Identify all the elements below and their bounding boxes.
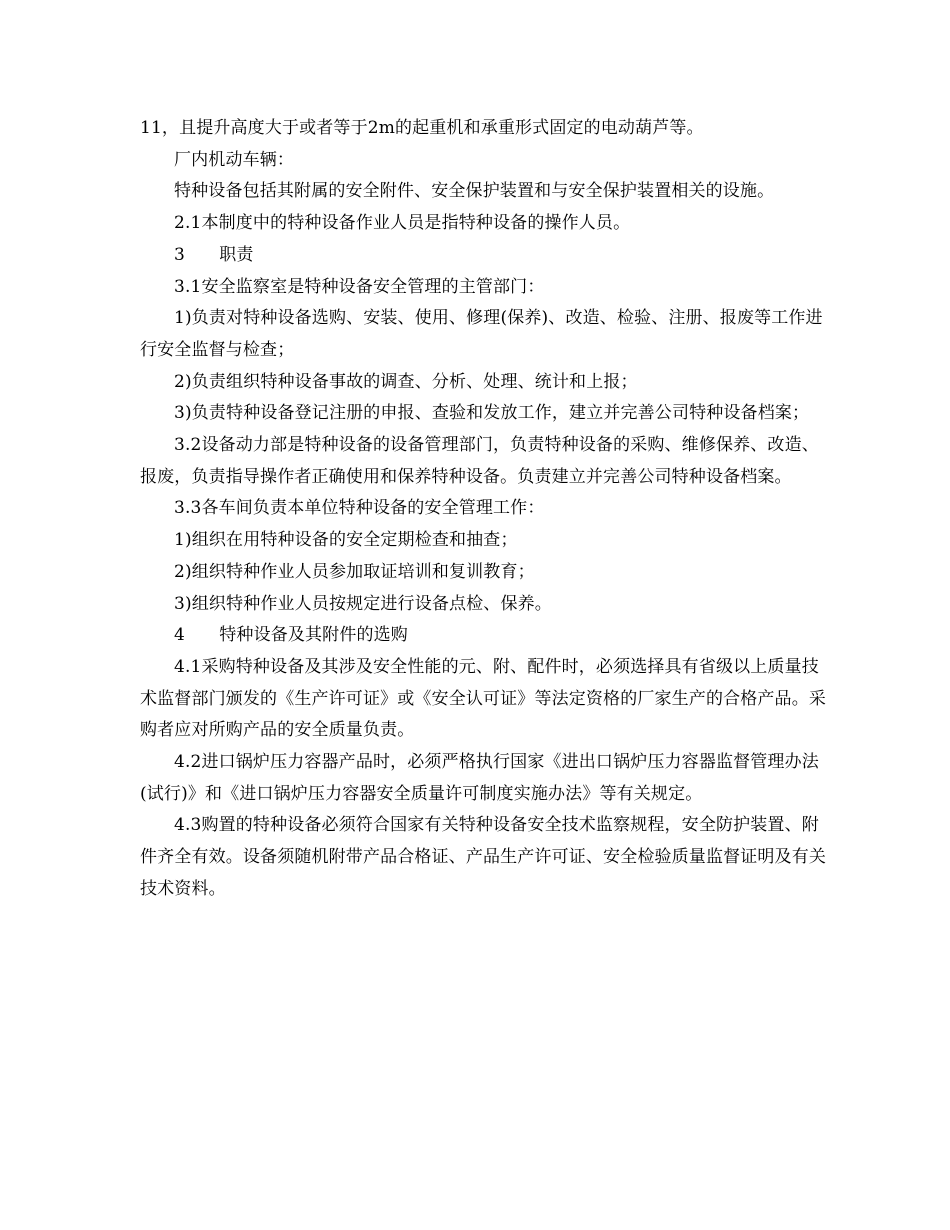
section-heading-3: 3 职责: [174, 244, 254, 265]
paragraph-3-1: 3.1安全监察室是特种设备安全管理的主管部门：: [174, 276, 545, 297]
document-body: [140, 113, 830, 906]
paragraph-4-2: 4.2进口锅炉压力容器产品时，必须严格执行国家《进出口锅炉压力容器监督管理办法(试行)》和《进口锅炉压力容器安全质量许可制度实施办法》等有关规定。: [140, 752, 819, 804]
paragraph-attachments: 特种设备包括其附属的安全附件、安全保护装置和与安全保护装置相关的设施。: [174, 181, 775, 202]
paragraph-3-2: 3.2设备动力部是特种设备的设备管理部门，负责特种设备的采购、维修保养、改造、报废，负责指导操作者正确使用和保养特种设备。负责建立并完善公司特种设备档案。: [140, 435, 819, 487]
list-item-3-3-2: 2)组织特种作业人员参加取证培训和复训教育；: [174, 561, 535, 582]
list-item-3-1-1: 1)负责对特种设备选购、安装、使用、修理(保养)、改造、检验、注册、报废等工作进行安全监督与检查；: [140, 308, 823, 360]
paragraph-2-1: 2.1本制度中的特种设备作业人员是指特种设备的操作人员。: [174, 213, 631, 234]
list-item-3-3-1: 1)组织在用特种设备的安全定期检查和抽查；: [174, 530, 518, 551]
list-item-3-1-3: 3)负责特种设备登记注册的申报、查验和发放工作，建立并完善公司特种设备档案；: [174, 403, 810, 424]
paragraph-4-3: 4.3购置的特种设备必须符合国家有关特种设备安全技术监察规程，安全防护装置、附件齐全有效。设备须随机附带产品合格证、产品生产许可证、安全检验质量监督证明及有关技术资料。: [140, 815, 826, 899]
paragraph-4-1: 4.1采购特种设备及其涉及安全性能的元、附、配件时，必须选择具有省级以上质量技术监督部门颁发的《生产许可证》或《安全认可证》等法定资格的厂家生产的合格产品。采购者应对所购产品的安全质量负责。: [140, 656, 826, 741]
section-heading-4: 4 特种设备及其附件的选购: [174, 625, 408, 646]
paragraph-vehicles: 厂内机动车辆：: [174, 149, 295, 170]
list-item-3-1-2: 2)负责组织特种设备事故的调查、分析、处理、统计和上报；: [174, 371, 638, 392]
list-item-3-3-3: 3)组织特种作业人员按规定进行设备点检、保养。: [174, 593, 552, 614]
paragraph-lifting-equipment: 11，且提升高度大于或者等于2m的起重机和承重形式固定的电动葫芦等。: [140, 118, 704, 138]
paragraph-3-3: 3.3各车间负责本单位特种设备的安全管理工作：: [174, 498, 545, 519]
